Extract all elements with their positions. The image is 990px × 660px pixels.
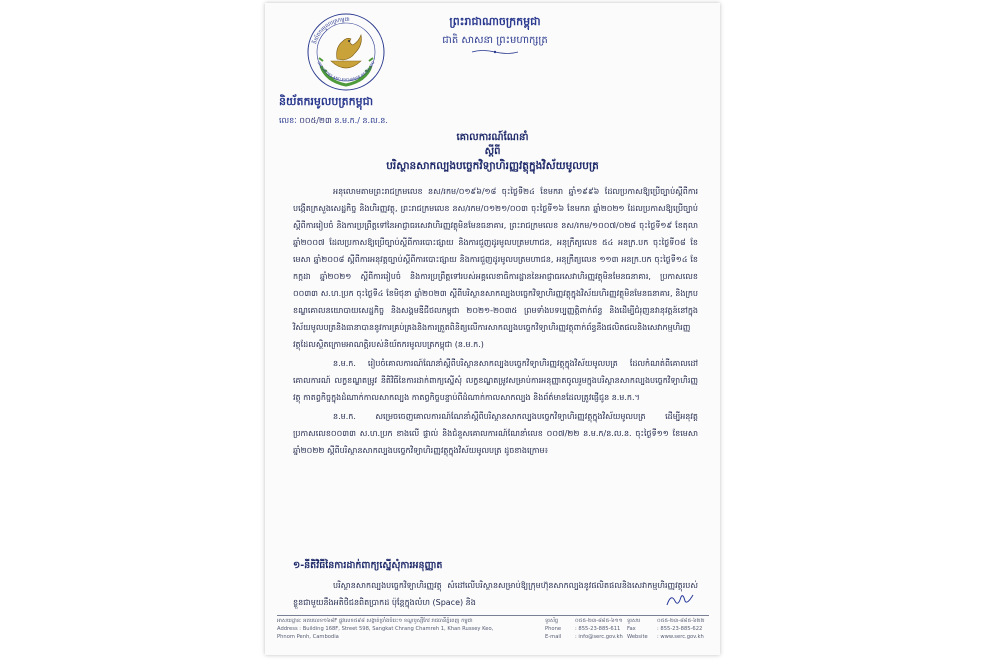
fax-label: Fax [627,626,636,632]
paragraph: ន.ម.ក. សម្រេចចេញគោលការណ៍ណែនាំស្តីពីបរិស្ថានសាកល្បងបច្ចេកវិទ្យាហិរញ្ញវត្ថុក្នុងវិស័យមូលបត្រ ដើម្បីអនុវត្តប្រកាសលេខ០០៣៣ ស.ហ.ប្រក ខាងលើ ផ្ទាល់ និងជំនួសគោលការណ៍ណែនាំលេខ ០០៧/២២ ន.ម.ក/ន.ល.ន. ចុះថ្ងៃទី១១ ខែមេសា ឆ្នាំ២០២២ ស្តីពីបរិស្ថានសាកល្បងបច្ចេកវិទ្យាហិរញ្ញវត្ថុក្នុងវិស័យមូលបត្រ ដូចខាងក្រោម៖ [293,412,698,455]
kingdom-heading: ព្រះរាជាណាចក្រកម្ពុជា [449,15,541,28]
footer-address [277,617,527,641]
svg-text:SECURITIES AND EXCHANGE REGULA: SECURITIES AND EXCHANGE REGULATO [316,60,376,83]
footer-contacts [545,617,709,641]
fax-kh: ០៥៥-២៣-៨៨៥-៦២២ [657,618,705,624]
website-link[interactable]: : www.serc.gov.kh [657,634,704,640]
email-address[interactable]: : info@serc.gov.kh [575,634,623,640]
phone-number: : 855-23-885-611 [575,626,621,632]
ref-suffix: ន.ម.ក./ ន.ល.ន. [334,116,388,125]
ref-number: ០០៥/២៣ [299,116,332,125]
subject-label: ស្តីពី [484,146,501,157]
section-heading: ១-នីតិវិធីនៃការដាក់ពាក្យស្នើសុំការអនុញ្ញាត [293,560,443,571]
organization-name: និយ័តករមូលបត្រកម្ពុជា [279,95,374,108]
document-type: គោលការណ៍ណែនាំ [456,132,529,143]
address-kh: អាសយដ្ឋានៈ អគារលេខ១៦៨F ផ្លូវលេខ៥៩៨ សង្កាត់ច្រាំងចំរេះ១ ខណ្ឌឫស្សីកែវ រាជធានីភ្នំពេញ កម្ពុជា [277,618,473,624]
ref-label: លេខៈ [279,116,297,125]
reference-number [279,115,388,127]
paragraph: ន.ម.ក. រៀបចំគោលការណ៍ណែនាំស្តីពីបរិស្ថានសាកល្បងបច្ចេកវិទ្យាហិរញ្ញវត្ថុក្នុងវិស័យមូលបត្រ ដែលកំណត់ពីគោលដៅ គោលការណ៍ លក្ខខណ្ឌតម្រូវ នីតិវិធីនៃការដាក់ពាក្យស្នើសុំ លក្ខខណ្ឌតម្រូវសម្រាប់ការអនុញ្ញាតចូលរួមក្នុងបរិស្ថានសាកល្បងបច្ចេកវិទ្យាហិរញ្ញវត្ថុ កាតព្វកិច្ចក្នុងដំណាក់កាលសាកល្បង កាតព្វកិច្ចបន្ទាប់ពីដំណាក់កាលសាកល្បង និងព័ត៌មានដែលត្រូវផ្ញើជូន ន.ម.ក.។ [293,359,698,402]
email-label: E-mail [545,634,562,640]
website-label: Website [627,634,648,640]
fax-kh-label: ទូរសារ [627,618,641,624]
address-en-city: Phnom Penh, Cambodia [277,634,339,640]
paragraph: អនុលោមតាមព្រះរាជក្រមលេខ នស/រកម/០១៩៦/១៨ ចុះថ្ងៃទី២៤ ខែមករា ឆ្នាំ១៩៩៦ ដែលប្រកាសឱ្យប្រើច្បាប់ស្តីពីការបង្កើតក្រសួងសេដ្ឋកិច្ច និងហិរញ្ញវត្ថុ, ព្រះរាជក្រមលេខ នស/រកម/០១២១/០០៣ ចុះថ្ងៃទី១៦ ខែមករា ឆ្នាំ២០២១ ដែលប្រកាសឱ្យប្រើច្បាប់ស្តីពីការរៀបចំ និងការប្រព្រឹត្តទៅនៃអាជ្ញាធរសេវាហិរញ្ញវត្ថុមិនមែនធនាគារ, ព្រះរាជក្រមលេខ នស/រកម/១០០៧/០២៨ ចុះថ្ងៃទី១៩ ខែតុលា ឆ្នាំ២០០៧ ដែលប្រកាសឱ្យប្រើច្បាប់ស្តីពីការបោះផ្សាយ និងការជួញដូរមូលបត្រមហាជន, អនុក្រឹត្យលេខ ៥៤ អនក្រ.បក ចុះថ្ងៃទី០៨ ខែមេសា ឆ្នាំ២០០៨ ស្តីពីការអនុវត្តច្បាប់ស្តីពីការបោះផ្សាយ និងការជួញដូរមូលបត្រមហាជន, អនុក្រឹត្យលេខ ១១៣ អនក្រ.បក ចុះថ្ងៃទី១៤ ខែកក្កដា ឆ្នាំ២០២១ ស្តីពីការរៀបចំ និងការប្រព្រឹត្តទៅរបស់អគ្គលេខាធិការដ្ឋាននៃអាជ្ញាធរសេវាហិរញ្ញវត្ថុមិនមែនធនាគារ, ប្រកាសលេខ ០០៣៣ ស.ហ.ប្រក ចុះថ្ងៃទី៤ ខែមិថុនា ឆ្នាំ២០២៣ ស្តីពីបរិស្ថានសាកល្បងបច្ចេកវិទ្យាហិរញ្ញវត្ថុក្នុងវិស័យហិរញ្ញវត្ថុមិនមែនធនាគារ, និងក្របខណ្ឌគោលនយោបាយសេដ្ឋកិច្ច និងសង្គមឌីជីថលកម្ពុជា ២០២១-២០៣៥ ព្រមទាំងបទប្បញ្ញត្តិពាក់ព័ន្ធ និងដើម្បីជំរុញនវានុវត្តន៍នៅក្នុងវិស័យមូលបត្រនិងធានាបាននូវការគ្រប់គ្រងនិងការត្រួតពិនិត្យលើការសាកល្បងបច្ចេកវិទ្យាហិរញ្ញវត្ថុពាក់ព័ន្ធនឹងផលិតផលនិងសេវាកម្មហិរញ្ញវត្ថុដែលស្ថិតក្រោមអាណត្តិរបស់និយ័តករមូលបត្រកម្ពុជា (ន.ម.ក.) [293,187,698,349]
signature-icon [665,591,695,609]
phone-kh-label: ទូរស័ព្ទ [545,618,559,624]
phone-label: Phone [545,626,562,632]
document-title: បរិស្ថានសាកល្បងបច្ចេកវិទ្យាហិរញ្ញវត្ថុក្នុងវិស័យមូលបត្រ [386,160,599,172]
footer-divider [277,615,709,616]
fax-number: : 855-23-885-622 [657,626,703,632]
phone-kh: ០៥៥-២៣-៨៨៥-៦១១ [575,618,623,624]
svg-text:និយ័តករមូលបត្រកម្ពុជា: និយ័តករមូលបត្រកម្ពុជា [312,16,350,45]
serc-logo-icon [301,11,391,93]
address-en: Address : Building 168F, Street 598, Sangkat Chrang Chamreh 1, Khan Russey Keo, [277,626,494,632]
national-motto: ជាតិ សាសនា ព្រះមហាក្សត្រ [442,35,548,46]
section-text: បរិស្ថានសាកល្បងបច្ចេកវិទ្យាហិរញ្ញវត្ថុ សំដៅលើបរិស្ថានសម្រាប់ឱ្យក្រុមហ៊ុនសាកល្បងនូវផលិតផលនិងសេវាកម្មហិរញ្ញវត្ថុរបស់ខ្លួនជាមួយនឹងអតិថិជនពិតប្រាកដ ប៉ុន្តែក្នុងលំហ (Space) និង [293,581,698,607]
document-page [265,3,720,655]
ornament-divider-icon [470,49,520,55]
document-body [293,183,698,461]
